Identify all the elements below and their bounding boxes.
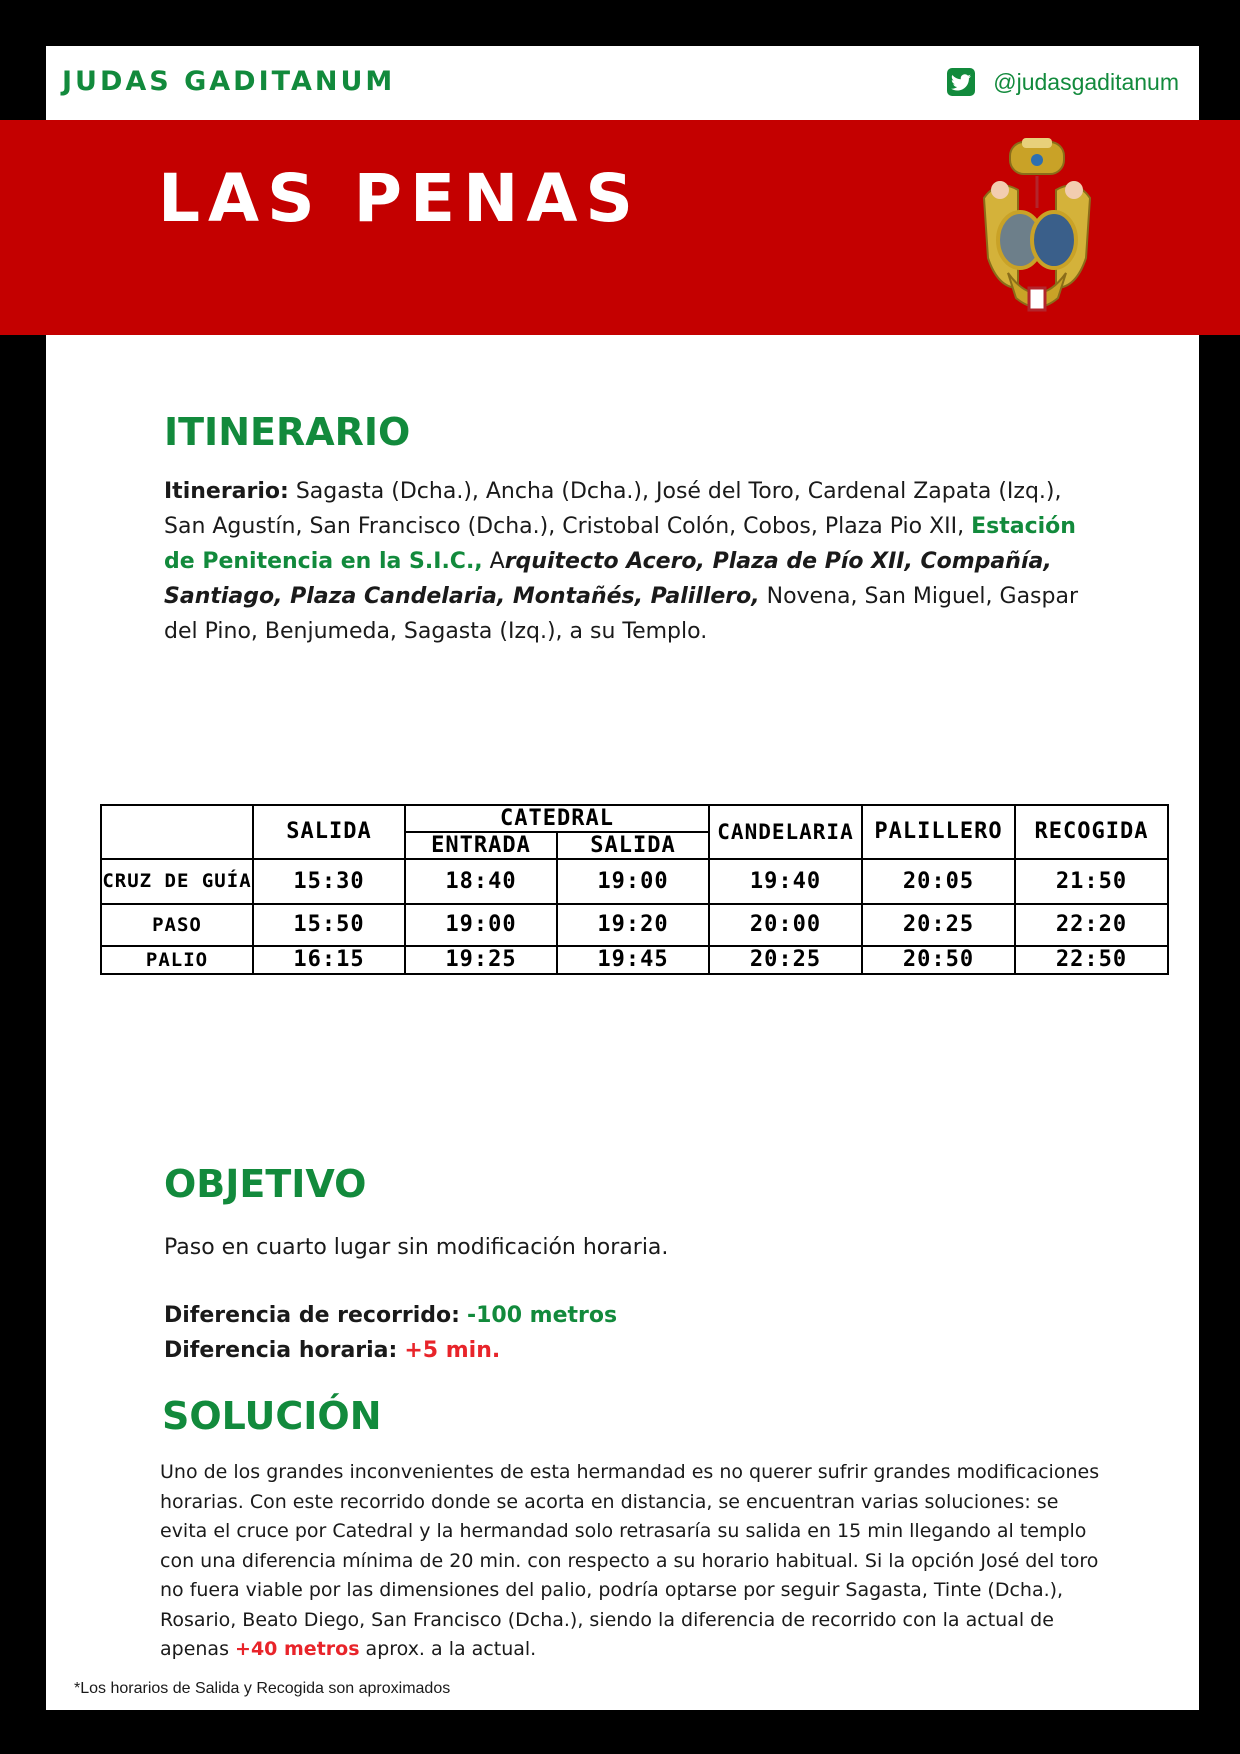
row-label: PASO bbox=[101, 904, 253, 946]
solucion-text-1: Uno de los grandes inconvenientes de esta hermandad es no querer sufrir grandes modificaciones horarias. Con este recorrido donde se acorta en distancia, se encuentran varias soluciones: se evita el cruce por Catedral y la hermandad solo retrasaría su salida en 15 min llegando al templo con una diferencia mínima de 20 min. con respecto a su horario habitual. Si la opción José del toro no fuera viable por las dimensiones del palio, podría optarse por seguir Sagasta, Tinte (Dcha.), Rosario, Beato Diego, San Francisco (Dcha.), siendo la diferencia de recorrido con la actual de apenas bbox=[160, 1461, 1100, 1660]
time-cell: 15:50 bbox=[253, 904, 405, 946]
estacion-penitencia: Estación de Penitencia en la S.I.C., bbox=[164, 514, 1076, 574]
time-cell: 22:50 bbox=[1015, 946, 1168, 974]
time-cell: 16:15 bbox=[253, 946, 405, 974]
twitter-handle[interactable] bbox=[947, 68, 1179, 96]
itinerario-heading: ITINERARIO bbox=[164, 410, 411, 454]
header-palillero: PALILLERO bbox=[862, 805, 1015, 859]
time-cell: 20:00 bbox=[709, 904, 862, 946]
itinerario-text bbox=[164, 474, 1104, 649]
horaria-value: +5 min. bbox=[404, 1338, 501, 1363]
row-label: PALIO bbox=[101, 946, 253, 974]
objetivo-text: Paso en cuarto lugar sin modificación horaria. bbox=[164, 1235, 669, 1260]
row-label: CRUZ DE GUÍA bbox=[101, 859, 253, 904]
time-cell: 15:30 bbox=[253, 859, 405, 904]
solucion-highlight: +40 metros bbox=[235, 1638, 360, 1660]
solucion-text bbox=[160, 1458, 1100, 1665]
time-cell: 18:40 bbox=[405, 859, 557, 904]
diferencia-horaria bbox=[164, 1333, 500, 1368]
horarios-table bbox=[100, 804, 1169, 975]
horaria-label: Diferencia horaria: bbox=[164, 1338, 398, 1363]
header-empty-cell bbox=[101, 805, 253, 859]
time-cell: 19:25 bbox=[405, 946, 557, 974]
brand-name: JUDAS GADITANUM bbox=[62, 66, 396, 97]
solucion-heading: SOLUCIÓN bbox=[162, 1394, 382, 1438]
recorrido-value: -100 metros bbox=[466, 1303, 618, 1328]
itinerario-bold-italic: rquitecto Acero, Plaza de Pío XII, Compañía, Santiago, Plaza Candelaria, Montañés, Palillero, bbox=[164, 549, 1052, 609]
title-banner bbox=[0, 120, 1240, 335]
itinerario-part2: Novena, San Miguel, Gaspar del Pino, Benjumeda, Sagasta (Izq.), a su Templo. bbox=[164, 584, 1079, 644]
header-candelaria: CANDELARIA bbox=[709, 805, 862, 859]
time-cell: 20:25 bbox=[862, 904, 1015, 946]
itinerario-letter-a: A bbox=[482, 549, 505, 574]
recorrido-label: Diferencia de recorrido: bbox=[164, 1303, 460, 1328]
time-cell: 20:50 bbox=[862, 946, 1015, 974]
banner-title: LAS PENAS bbox=[158, 160, 641, 237]
objetivo-heading: OBJETIVO bbox=[164, 1162, 367, 1206]
crest-icon bbox=[978, 138, 1096, 318]
table-header-row bbox=[101, 805, 1168, 832]
itinerario-part1: Sagasta (Dcha.), Ancha (Dcha.), José del Toro, Cardenal Zapata (Izq.), San Agustín, San Francisco (Dcha.), Cristobal Colón, Cobos, Plaza Pio XII, bbox=[164, 479, 1062, 539]
header-recogida: RECOGIDA bbox=[1015, 805, 1168, 859]
time-cell: 19:00 bbox=[557, 859, 709, 904]
time-cell: 19:45 bbox=[557, 946, 709, 974]
header-catedral-salida: SALIDA bbox=[557, 832, 709, 859]
time-cell: 20:25 bbox=[709, 946, 862, 974]
time-cell: 21:50 bbox=[1015, 859, 1168, 904]
header-salida: SALIDA bbox=[253, 805, 405, 859]
time-cell: 19:00 bbox=[405, 904, 557, 946]
twitter-handle-text: @judasgaditanum bbox=[993, 68, 1179, 95]
time-cell: 20:05 bbox=[862, 859, 1015, 904]
diferencia-recorrido bbox=[164, 1298, 617, 1333]
table-row bbox=[101, 904, 1168, 946]
time-cell: 19:40 bbox=[709, 859, 862, 904]
table-row bbox=[101, 946, 1168, 974]
time-cell: 19:20 bbox=[557, 904, 709, 946]
twitter-icon bbox=[947, 68, 975, 96]
itinerario-label: Itinerario: bbox=[164, 479, 289, 504]
time-cell: 22:20 bbox=[1015, 904, 1168, 946]
header-catedral-entrada: ENTRADA bbox=[405, 832, 557, 859]
solucion-text-2: aprox. a la actual. bbox=[359, 1638, 537, 1660]
header-catedral: CATEDRAL bbox=[405, 805, 709, 832]
footnote: *Los horarios de Salida y Recogida son aproximados bbox=[74, 1680, 451, 1697]
table-row bbox=[101, 859, 1168, 904]
